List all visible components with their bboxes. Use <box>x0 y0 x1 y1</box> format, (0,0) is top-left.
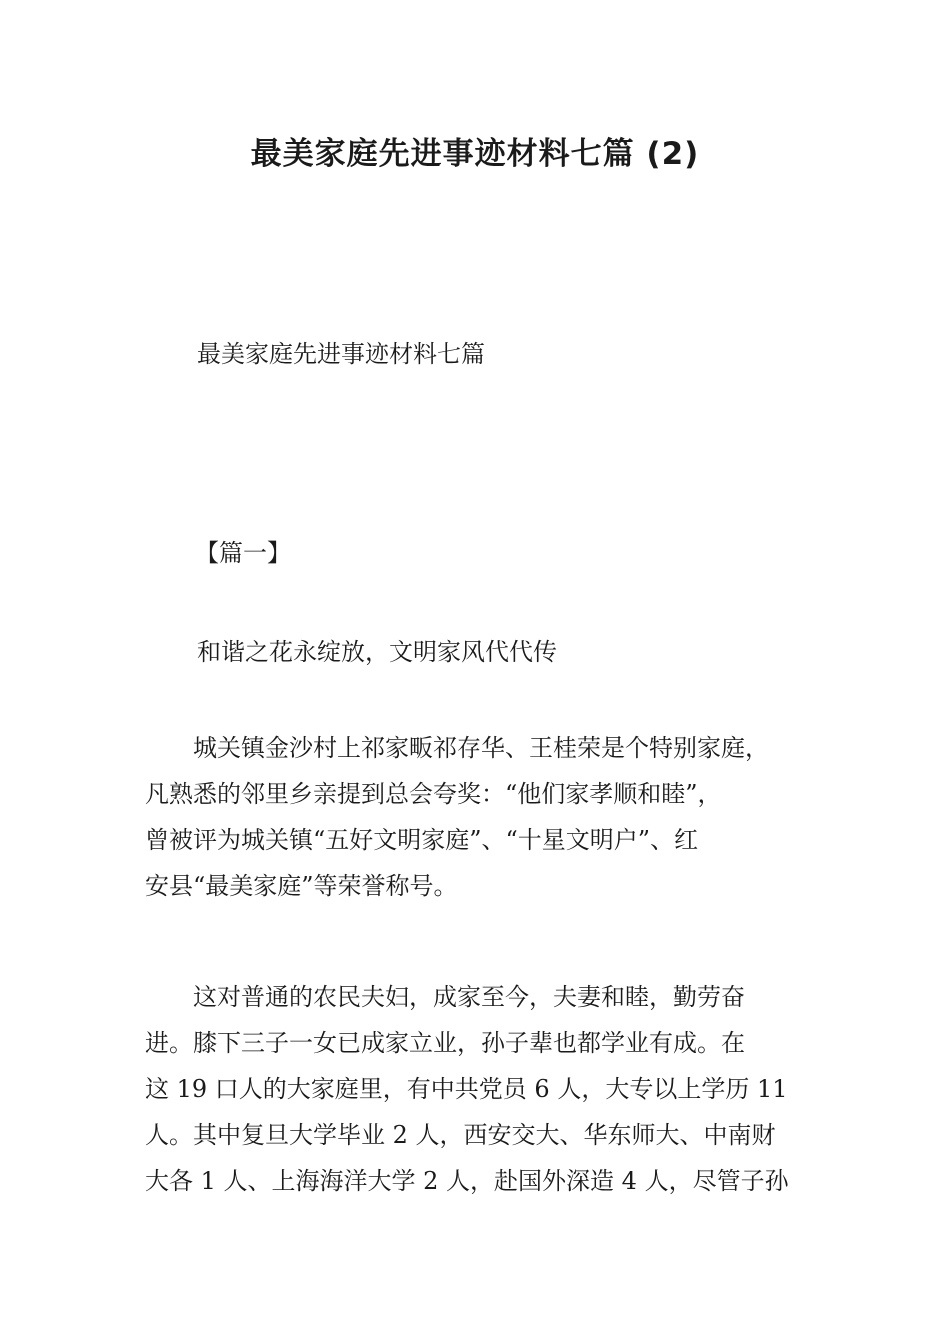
document-title: 最美家庭先进事迹材料七篇 (2) <box>250 136 700 172</box>
paragraph-line: 这 19 口人的大家庭里，有中共党员 6 人，大专以上学历 11 <box>145 1075 788 1103</box>
paragraph-line: 人。其中复旦大学毕业 2 人，西安交大、华东师大、中南财 <box>145 1121 776 1149</box>
paragraph-line: 曾被评为城关镇“五好文明家庭”、“十星文明户”、红 <box>145 826 699 854</box>
paragraph-line: 大各 1 人、上海海洋大学 2 人，赴国外深造 4 人，尽管子孙 <box>145 1167 789 1195</box>
paragraph-line: 进。膝下三子一女已成家立业，孙子辈也都学业有成。在 <box>145 1029 745 1057</box>
paragraph-line: 凡熟悉的邻里乡亲提到总会夸奖：“他们家孝顺和睦”， <box>145 780 722 808</box>
document-subtitle: 最美家庭先进事迹材料七篇 <box>197 340 485 368</box>
paragraph-line: 这对普通的农民夫妇，成家至今，夫妻和睦，勤劳奋 <box>145 983 745 1011</box>
paragraph-2 <box>145 974 845 1204</box>
paragraph-line: 城关镇金沙村上祁家畈祁存华、王桂荣是个特别家庭， <box>145 734 769 762</box>
paragraph-1 <box>145 725 845 909</box>
paragraph-line: 安县“最美家庭”等荣誉称号。 <box>145 872 458 900</box>
section-label: 【篇一】 <box>195 539 291 567</box>
section-heading: 和谐之花永绽放，文明家风代代传 <box>197 638 557 666</box>
